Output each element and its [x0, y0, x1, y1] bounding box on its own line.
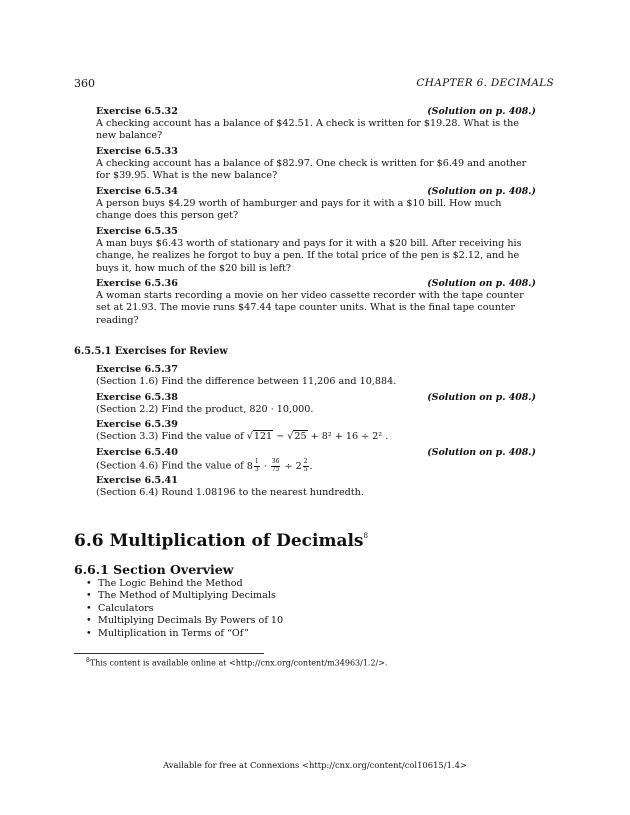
exercise-title: Exercise 6.5.34: [96, 186, 178, 197]
exercise-title: Exercise 6.5.39: [96, 419, 178, 430]
exercise-text: [96, 459, 536, 473]
bullet-icon: •: [86, 602, 92, 614]
math-operator: ÷ 2: [281, 460, 302, 472]
solution-link[interactable]: (Solution on p. 408.): [427, 447, 536, 458]
exercise-text: (Section 2.2) Find the product, 820 · 10,000.: [96, 404, 314, 416]
list-item-text: Multiplication in Terms of “Of”: [98, 627, 249, 639]
denominator: 3: [254, 465, 259, 473]
footnote: [86, 657, 387, 668]
list-item-text: The Logic Behind the Method: [98, 578, 243, 589]
exercise-text: (Section 6.4) Round 1.08196 to the nearest hundredth.: [96, 487, 364, 499]
math-operator: −: [273, 431, 288, 443]
radicand: 121: [253, 431, 273, 443]
math-tail: .: [309, 460, 313, 472]
list-item: [86, 603, 283, 615]
math-tail: + 8² + 16 ÷ 2² .: [307, 431, 389, 443]
footnote-divider: [74, 653, 264, 654]
exercise-block: [96, 392, 536, 416]
exercise-block: [96, 278, 536, 327]
math-whole: 8: [246, 460, 253, 472]
bullet-icon: •: [86, 615, 92, 627]
solution-link[interactable]: (Solution on p. 408.): [427, 106, 536, 117]
fraction: [254, 459, 260, 473]
list-item: [86, 628, 283, 640]
list-item: [86, 590, 283, 602]
exercise-title: Exercise 6.5.41: [96, 475, 178, 486]
exercise-title: Exercise 6.5.35: [96, 226, 178, 237]
exercise-text-prefix: (Section 4.6) Find the value of: [96, 460, 247, 472]
review-heading: 6.5.5.1 Exercises for Review: [74, 346, 228, 357]
exercise-block: [96, 419, 536, 443]
numerator: 1: [254, 458, 259, 466]
fraction: [271, 459, 281, 473]
exercise-text: A checking account has a balance of $82.97. One check is written for $6.49 and another for $39.95. What is the new balance?: [96, 158, 527, 182]
list-item-text: The Method of Multiplying Decimals: [98, 590, 276, 602]
exercise-text: A man buys $6.43 worth of stationary and pays for it with a $20 bill. After receiving his change, he realizes he forgot to buy a pen. If the total price of the pen is $2.12, and he buys it, how much of the $20 bill is left?: [96, 238, 522, 274]
exercise-block: [96, 106, 536, 143]
exercise-text: A person buys $4.29 worth of hamburger and pays for it with a $10 bill. How much change does this person get?: [96, 198, 502, 222]
overview-list: [86, 578, 283, 640]
solution-link[interactable]: (Solution on p. 408.): [427, 278, 536, 289]
bullet-icon: •: [86, 578, 92, 589]
exercise-text-prefix: (Section 3.3) Find the value of: [96, 431, 247, 443]
footnote-number: 8: [86, 657, 90, 664]
subsection-title: 6.6.1 Section Overview: [74, 562, 234, 577]
bullet-icon: •: [86, 627, 92, 639]
list-item-text: Multiplying Decimals By Powers of 10: [98, 615, 284, 627]
exercise-block: [96, 146, 536, 183]
section-title: [74, 531, 368, 551]
footnote-marker[interactable]: 8: [363, 532, 368, 540]
math-operator: ·: [260, 460, 270, 472]
solution-link[interactable]: (Solution on p. 408.): [427, 392, 536, 403]
exercise-block: [96, 226, 536, 275]
radicand: 25: [294, 431, 307, 443]
list-item-text: Calculators: [98, 602, 154, 614]
chapter-header: CHAPTER 6. DECIMALS: [416, 77, 554, 89]
math-expression: √121 − √25 + 8² + 16 ÷ 2² .: [246, 431, 389, 443]
denominator: 5: [303, 465, 308, 473]
fraction: [303, 459, 309, 473]
exercise-title: Exercise 6.5.38: [96, 392, 178, 403]
section-title-text: 6.6 Multiplication of Decimals: [74, 531, 364, 551]
math-expression: [246, 458, 313, 473]
exercise-text: [96, 431, 536, 443]
bullet-icon: •: [86, 590, 92, 602]
exercise-title: Exercise 6.5.36: [96, 278, 178, 289]
exercise-title: Exercise 6.5.37: [96, 364, 178, 375]
list-item: [86, 615, 283, 627]
exercise-text: A checking account has a balance of $42.51. A check is written for $19.28. What is the new balance?: [96, 118, 519, 142]
exercise-title: Exercise 6.5.32: [96, 106, 178, 117]
exercise-block: [96, 447, 536, 473]
page-footer: Available for free at Connexions <http://cnx.org/content/col10615/1.4>: [163, 760, 467, 770]
exercise-block: [96, 186, 536, 223]
exercise-text: (Section 1.6) Find the difference between 11,206 and 10,884.: [96, 376, 397, 388]
exercise-title: Exercise 6.5.33: [96, 146, 178, 157]
numerator: 2: [303, 458, 308, 466]
exercise-title: Exercise 6.5.40: [96, 447, 178, 458]
exercise-block: [96, 364, 536, 388]
footnote-text: This content is available online at <http://cnx.org/content/m34963/1.2/>.: [89, 658, 388, 668]
numerator: 36: [271, 458, 280, 466]
page-number: 360: [74, 77, 95, 90]
exercise-text: A woman starts recording a movie on her video cassette recorder with the tape counter set at 21.93. The movie runs $47.44 tape counter units. What is the final tape counter reading?: [96, 290, 524, 326]
list-item: [86, 578, 283, 590]
denominator: 75: [271, 465, 280, 473]
exercise-block: [96, 475, 536, 499]
solution-link[interactable]: (Solution on p. 408.): [427, 186, 536, 197]
